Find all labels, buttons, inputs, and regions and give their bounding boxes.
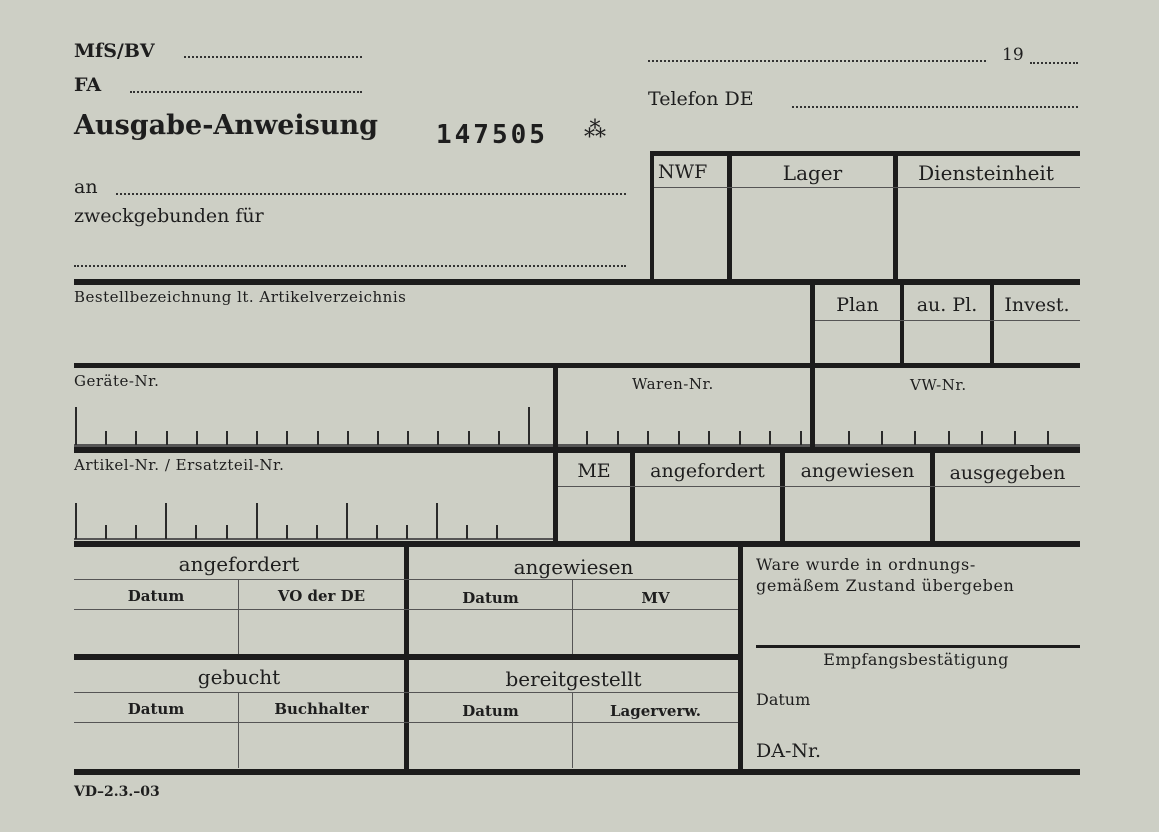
geraete-label: Geräte-Nr. — [74, 372, 160, 390]
invest-field[interactable] — [994, 321, 1080, 363]
me-field[interactable] — [558, 488, 630, 540]
lager-header: Lager — [782, 161, 843, 185]
digit-tick — [769, 431, 771, 445]
rule — [738, 547, 743, 771]
digit-tick — [468, 431, 470, 445]
ware-text-line1: Ware wurde in ordnungs- — [756, 555, 976, 574]
digit-tick — [739, 431, 741, 445]
year-line[interactable] — [1030, 62, 1078, 64]
digit-tick — [708, 431, 710, 445]
lagerverw-field[interactable] — [573, 724, 738, 767]
plan-header: Plan — [836, 294, 879, 316]
place-date-line[interactable] — [648, 60, 986, 62]
receipt-datum-label: Datum — [756, 690, 811, 709]
ware-text-line2: gemäßem Zustand übergeben — [756, 576, 1015, 595]
vw-label: VW-Nr. — [910, 376, 967, 394]
waren-label: Waren-Nr. — [632, 375, 714, 393]
digit-tick — [347, 431, 349, 445]
digit-tick — [1047, 431, 1049, 445]
rule — [74, 363, 1080, 368]
nwf-header: NWF — [658, 161, 708, 183]
digit-tick — [528, 407, 530, 445]
vo-de-field[interactable] — [239, 611, 404, 653]
lager-field[interactable] — [732, 188, 893, 278]
uebergabe-signature-field[interactable] — [756, 600, 1080, 644]
telefon-line[interactable] — [792, 106, 1078, 108]
receipt-datum-field[interactable] — [820, 686, 1078, 716]
digit-tick — [406, 525, 408, 539]
gebucht-section: gebucht — [197, 665, 281, 689]
digit-tick — [256, 431, 258, 445]
digit-tick — [678, 431, 680, 445]
digit-tick — [981, 431, 983, 445]
rule — [650, 151, 1080, 156]
me-header: ME — [577, 460, 611, 482]
da-nr-label: DA-Nr. — [756, 740, 822, 762]
rule — [74, 541, 1080, 547]
digit-tick — [647, 431, 649, 445]
digit-tick — [75, 407, 77, 445]
artikel-label: Artikel-Nr. / Ersatzteil-Nr. — [74, 456, 285, 474]
digit-tick — [948, 431, 950, 445]
angefordert-qty-header: angefordert — [650, 460, 765, 482]
digit-tick — [166, 431, 168, 445]
zweck-line[interactable] — [74, 265, 626, 267]
year-prefix: 19 — [1002, 45, 1024, 65]
digit-tick — [286, 431, 288, 445]
gebucht-datum-field[interactable] — [74, 724, 238, 767]
star-mark: ⁂ — [584, 118, 606, 143]
digit-tick — [376, 525, 378, 539]
rule — [74, 722, 738, 723]
an-label: an — [74, 176, 98, 198]
datum-header-2: Datum — [462, 589, 519, 607]
bestell-field[interactable] — [74, 308, 808, 362]
digit-tick — [848, 431, 850, 445]
form-code: VD–2.3.–03 — [74, 784, 160, 800]
datum-header-1: Datum — [127, 587, 185, 605]
fa-line[interactable] — [130, 91, 362, 93]
fa-label: FA — [74, 74, 102, 96]
digit-tick — [256, 503, 258, 539]
digit-tick — [437, 431, 439, 445]
digit-tick — [317, 431, 319, 445]
digit-tick — [800, 431, 802, 445]
digit-tick — [346, 503, 348, 539]
digit-tick — [196, 431, 198, 445]
bereitgestellt-section: bereitgestellt — [505, 667, 642, 691]
digit-tick — [105, 431, 107, 445]
digit-tick — [135, 431, 137, 445]
rule — [74, 654, 738, 660]
digit-tick — [1014, 431, 1016, 445]
mfs-bv-label: MfS/BV — [74, 40, 155, 62]
an-line[interactable] — [116, 193, 626, 195]
digit-tick — [286, 525, 288, 539]
telefon-label: Telefon DE — [648, 88, 754, 110]
aupl-field[interactable] — [904, 321, 990, 363]
zweck-label: zweckgebunden für — [74, 205, 264, 227]
vo-de-header: VO der DE — [277, 587, 366, 605]
aupl-header: au. Pl. — [916, 294, 978, 316]
rule — [74, 769, 1080, 775]
rule — [74, 579, 738, 580]
rule — [74, 538, 553, 540]
lagerverw-header: Lagerverw. — [610, 702, 701, 720]
digit-tick — [407, 431, 409, 445]
mfs-bv-line[interactable] — [184, 56, 362, 58]
digit-tick — [316, 525, 318, 539]
bereitgestellt-datum-field[interactable] — [409, 724, 572, 767]
buchhalter-field[interactable] — [239, 724, 404, 767]
empfangsbestaetigung-title: Empfangsbestätigung — [823, 650, 1009, 669]
digit-tick — [75, 503, 77, 539]
digit-tick — [226, 525, 228, 539]
rule — [553, 368, 558, 448]
form-number: 147505 — [436, 120, 548, 150]
ausgegeben-qty-field[interactable] — [935, 488, 1080, 540]
rule — [74, 692, 738, 693]
rule — [74, 609, 738, 610]
digit-tick — [466, 525, 468, 539]
buchhalter-header: Buchhalter — [274, 700, 369, 718]
angefordert-section: angefordert — [178, 552, 300, 576]
mv-field[interactable] — [573, 611, 738, 653]
digit-tick — [617, 431, 619, 445]
datum-header-4: Datum — [462, 702, 519, 720]
digit-tick — [914, 431, 916, 445]
da-nr-field[interactable] — [840, 736, 1078, 766]
rule — [756, 645, 1080, 648]
invest-header: Invest. — [1004, 294, 1070, 316]
rule — [810, 368, 815, 448]
diensteinheit-field[interactable] — [898, 188, 1080, 278]
rule — [74, 279, 1080, 285]
form-title: Ausgabe-Anweisung — [74, 110, 379, 141]
nwf-field[interactable] — [654, 188, 727, 278]
mv-header: MV — [641, 589, 670, 607]
digit-tick — [436, 503, 438, 539]
digit-tick — [195, 525, 197, 539]
angewiesen-datum-field[interactable] — [409, 611, 572, 653]
ausgegeben-qty-header: ausgegeben — [949, 462, 1066, 484]
angefordert-datum-field[interactable] — [74, 611, 238, 653]
digit-tick — [586, 431, 588, 445]
digit-tick — [105, 525, 107, 539]
digit-tick — [498, 431, 500, 445]
digit-tick — [135, 525, 137, 539]
angefordert-qty-field[interactable] — [635, 488, 780, 540]
angewiesen-qty-header: angewiesen — [800, 460, 915, 482]
rule — [558, 486, 1080, 487]
digit-tick — [377, 431, 379, 445]
bestell-label: Bestellbezeichnung lt. Artikelverzeichnis — [74, 288, 407, 306]
digit-tick — [226, 431, 228, 445]
digit-tick — [165, 503, 167, 539]
datum-header-3: Datum — [127, 700, 185, 718]
angewiesen-qty-field[interactable] — [785, 488, 930, 540]
angewiesen-section: angewiesen — [513, 555, 634, 579]
plan-field[interactable] — [815, 321, 900, 363]
digit-tick — [881, 431, 883, 445]
diensteinheit-header: Diensteinheit — [918, 161, 1054, 185]
digit-tick — [496, 525, 498, 539]
